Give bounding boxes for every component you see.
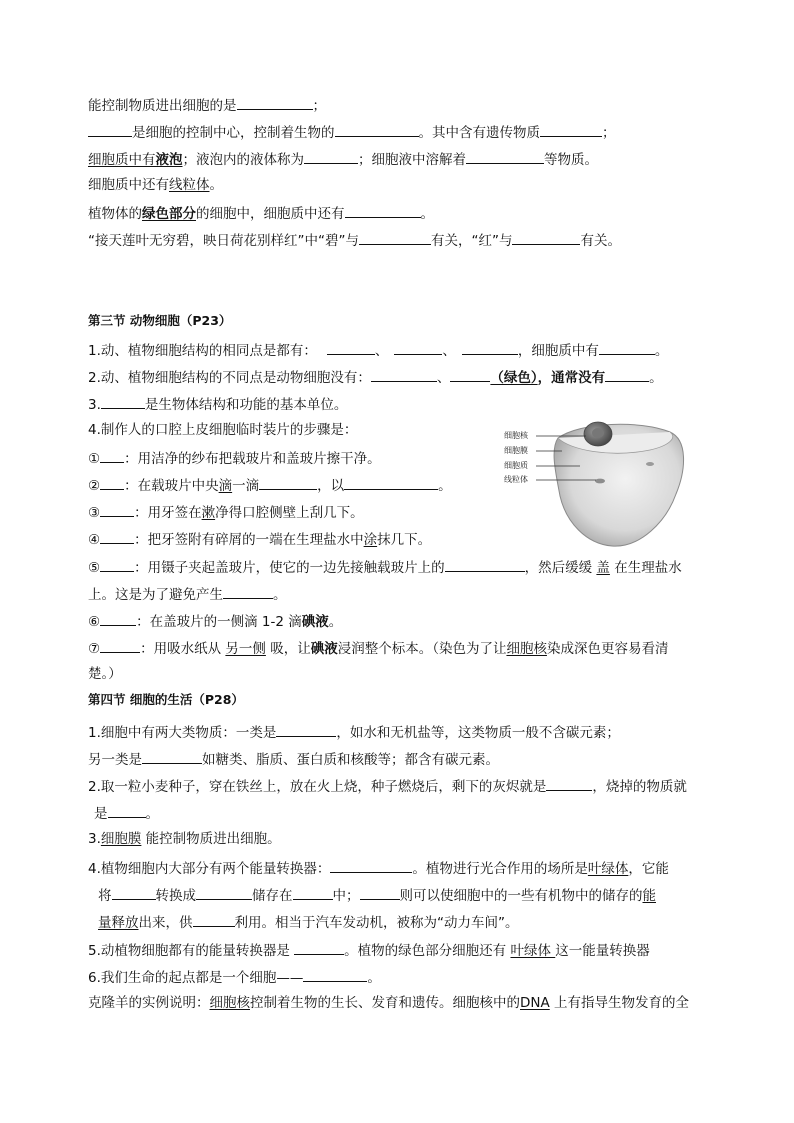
blank[interactable]: [142, 748, 202, 764]
blank[interactable]: [223, 583, 273, 599]
text: ；细胞液中溶解着: [358, 152, 466, 168]
step-6: [88, 610, 342, 632]
question-4: 4.制作人的口腔上皮细胞临时装片的步骤是：: [88, 422, 358, 438]
text: ；: [602, 125, 616, 141]
mitochondrion-shape: [646, 462, 654, 466]
text: 。: [438, 478, 452, 494]
blank[interactable]: [512, 229, 580, 245]
blank[interactable]: [100, 528, 134, 544]
text: 是细胞的控制中心，控制着生物的: [132, 125, 335, 141]
text: 。: [420, 206, 434, 222]
text: 转换成: [155, 888, 196, 904]
blank[interactable]: [327, 339, 375, 355]
step-1: [88, 447, 381, 469]
text: 。: [328, 614, 343, 630]
text: 利用。相当于汽车发动机，被称为“动力车间”。: [234, 915, 519, 931]
text: 、: [436, 370, 451, 386]
text: 5.动植物细胞都有的能量转换器是: [88, 943, 295, 959]
label-mitochondria: 线粒体: [504, 475, 528, 484]
blank[interactable]: [108, 802, 146, 818]
text: ，如水和无机盐等，这类物质一般不含碳元素；: [336, 725, 620, 741]
label-cytoplasm: 细胞质: [504, 461, 528, 470]
blank[interactable]: [88, 121, 132, 137]
text: ，细胞质中有: [517, 343, 599, 359]
point-4-cont: [88, 884, 656, 906]
text: 这一能量转换器: [555, 943, 650, 959]
text: DNA: [520, 995, 550, 1011]
animal-cell-figure: [500, 410, 700, 550]
blank[interactable]: [360, 884, 400, 900]
text: ：在盖玻片的一侧滴 1-2 滴: [136, 614, 302, 630]
text: 浸润整个标本。（染色为了让: [337, 641, 507, 657]
blank[interactable]: [330, 857, 412, 873]
text: 细胞核: [506, 641, 547, 657]
text: ③: [88, 505, 101, 521]
text: 在生理盐水: [609, 560, 682, 576]
mitochondrion-shape: [595, 479, 605, 484]
text: 、: [442, 343, 456, 359]
text: （绿色）: [490, 370, 538, 386]
text: ，然后缓缓: [524, 560, 597, 576]
text: ，以: [317, 478, 345, 494]
blank[interactable]: [294, 939, 344, 955]
text: 细胞质中有: [88, 152, 156, 168]
blank[interactable]: [599, 339, 655, 355]
text: 叶绿体: [510, 943, 556, 959]
line-poem: [88, 229, 621, 251]
text: 。: [209, 177, 223, 193]
blank[interactable]: [466, 148, 544, 164]
blank[interactable]: [100, 556, 134, 572]
text: 释放: [111, 915, 139, 931]
text: 吸，让: [265, 641, 311, 657]
text: 1.动、植物细胞结构的相同点是都有：: [88, 343, 317, 359]
text: 植物体的: [88, 206, 142, 222]
section-heading-cell-life: 第四节 细胞的生活（P28）: [88, 692, 244, 707]
blank[interactable]: [101, 393, 145, 409]
text: 等物质。: [544, 152, 598, 168]
step-7-cont: [88, 664, 122, 684]
step-5-cont: [88, 583, 287, 605]
blank[interactable]: [303, 966, 367, 982]
text: 出来，供: [138, 915, 193, 931]
text: 能控制物质进出细胞。: [141, 831, 281, 847]
text: 能控制物质进出细胞的是: [88, 98, 237, 114]
label-membrane: 细胞膜: [504, 446, 528, 455]
line-vacuole: [88, 148, 598, 170]
text: 抹几下。: [377, 532, 432, 548]
line-green-part: [88, 202, 434, 224]
text: 另一侧: [225, 641, 266, 657]
text: 细胞膜: [100, 831, 142, 847]
point-3: [88, 829, 281, 849]
text: 。: [654, 343, 669, 359]
line-mitochondria: [88, 175, 223, 195]
blank[interactable]: [304, 148, 358, 164]
blank[interactable]: [100, 447, 124, 463]
blank[interactable]: [605, 366, 649, 382]
nucleolus-shape: [592, 428, 604, 438]
text: 2.取一粒小麦种子，穿在铁丝上，放在火上烧，种子燃烧后，剩下的灰烬就是: [88, 779, 547, 795]
text: 楚。）: [88, 666, 122, 682]
blank[interactable]: [293, 884, 333, 900]
text: 绿色部分: [142, 206, 196, 222]
text: 将: [98, 888, 112, 904]
text: ；: [312, 98, 326, 114]
blank[interactable]: [259, 474, 317, 490]
clone-sheep: [88, 993, 689, 1013]
text: 。其中含有遗传物质: [418, 125, 540, 141]
blank[interactable]: [112, 884, 156, 900]
blank[interactable]: [371, 366, 437, 382]
point-4-cont2: [88, 911, 519, 933]
question-2: [88, 366, 663, 388]
text: ，烧掉的物质就: [592, 779, 687, 795]
blank[interactable]: [345, 202, 421, 218]
text: ④: [88, 532, 101, 548]
blank[interactable]: [100, 474, 124, 490]
blank[interactable]: [100, 501, 134, 517]
label-nucleus: 细胞核: [504, 431, 528, 440]
point-1: [88, 721, 620, 743]
text: 上。这是为了避免产生: [88, 587, 223, 603]
blank[interactable]: [344, 474, 438, 490]
text: 控制着生物的生长、发育和遗传。细胞核中的: [250, 995, 520, 1011]
text: “接天莲叶无穷碧，映日荷花别样红”中“碧”与: [88, 233, 359, 249]
text: 则可以使细胞中的一些有机物中的储存的: [399, 888, 643, 904]
blank[interactable]: [335, 121, 419, 137]
text: 有关，“红”与: [430, 233, 513, 249]
text: 的细胞中，细胞质中还有: [196, 206, 345, 222]
text: ⑥: [88, 614, 101, 630]
step-3: [88, 501, 364, 523]
text: 是生物体结构和功能的基本单位。: [144, 397, 348, 413]
blank[interactable]: [445, 556, 525, 572]
point-1-cont: [88, 748, 499, 770]
question-1: [88, 339, 668, 361]
blank[interactable]: [540, 121, 602, 137]
text: 细胞核: [209, 995, 250, 1011]
text: ⑤: [88, 560, 101, 576]
text: ：把牙签附有碎屑的一端在生理盐水中: [134, 532, 364, 548]
text: 。: [145, 806, 159, 822]
line-nucleus: [88, 121, 616, 143]
blank[interactable]: [462, 339, 518, 355]
text: 上有指导生物发育的全: [549, 995, 690, 1011]
text: 有关。: [580, 233, 621, 249]
text: 。: [649, 370, 663, 386]
text: ；液泡内的液体称为: [182, 152, 304, 168]
text: 、: [374, 343, 389, 359]
text: 。植物的绿色部分细胞还有: [344, 943, 511, 959]
text: ，它能: [628, 861, 669, 877]
blank[interactable]: [546, 775, 592, 791]
point-5: [88, 939, 650, 961]
blank[interactable]: [100, 637, 140, 653]
text: ：用吸水纸从: [140, 641, 226, 657]
text: ：用牙签在: [134, 505, 202, 521]
text: ：在载玻片中央: [124, 478, 219, 494]
step-5: [88, 556, 682, 578]
text: 。植物进行光合作用的场所是: [412, 861, 588, 877]
text: 盖: [596, 560, 610, 576]
text: ，通常没有: [537, 370, 606, 386]
text: 6.我们生命的起点都是一个细胞——: [88, 970, 304, 986]
text: 。: [367, 970, 381, 986]
line-membrane: [88, 94, 326, 116]
question-3: [88, 393, 347, 415]
step-7: [88, 637, 668, 659]
blank[interactable]: [276, 721, 336, 737]
text: 1.细胞中有两大类物质：一类是: [88, 725, 277, 741]
text: 克隆羊的实例说明：: [88, 995, 210, 1011]
text: 细胞质中还有: [88, 177, 169, 193]
text: 液泡: [155, 152, 183, 168]
step-4: [88, 528, 431, 550]
text: 叶绿体: [587, 861, 629, 877]
text: 一滴: [232, 478, 260, 494]
text: 染成深色更容易看清: [546, 641, 669, 657]
text: 净得口腔侧壁上刮几下。: [215, 505, 364, 521]
text: 储存在: [252, 888, 293, 904]
blank[interactable]: [237, 94, 313, 110]
text: ⑦: [88, 641, 101, 657]
text: 能: [642, 888, 656, 904]
blank[interactable]: [196, 884, 252, 900]
text: 。: [273, 587, 287, 603]
text: ：用镊子夹起盖玻片，使它的一边先接触载玻片上的: [134, 560, 445, 576]
section-heading-animal-cell: 第三节 动物细胞（P23）: [88, 313, 232, 328]
text: ：用洁净的纱布把载玻片和盖玻片擦干净。: [124, 451, 381, 467]
text: 碘液: [310, 641, 338, 657]
blank[interactable]: [193, 911, 235, 927]
text: 量: [98, 915, 112, 931]
text: 涂: [363, 532, 378, 548]
text: 滴: [218, 478, 233, 494]
blank[interactable]: [450, 366, 490, 382]
blank[interactable]: [359, 229, 431, 245]
text: 3.: [88, 397, 101, 413]
text: ①: [88, 451, 101, 467]
point-6: [88, 966, 381, 988]
step-2: [88, 474, 452, 496]
text: 另一类是: [88, 752, 142, 768]
point-4: [88, 857, 669, 879]
text: 漱: [201, 505, 216, 521]
text: 碘液: [301, 614, 329, 630]
blank[interactable]: [394, 339, 442, 355]
text: 中；: [332, 888, 360, 904]
point-2: [88, 775, 687, 797]
point-2-cont: [88, 802, 159, 824]
blank[interactable]: [100, 610, 136, 626]
text: 2.动、植物细胞结构的不同点是动物细胞没有：: [88, 370, 371, 386]
text: 线粒体: [169, 177, 210, 193]
text: ②: [88, 478, 101, 494]
text: 是: [94, 806, 108, 822]
text: 如糖类、脂质、蛋白质和核酸等；都含有碳元素。: [202, 752, 499, 768]
text: 3.: [88, 831, 101, 847]
text: 4.植物细胞内大部分有两个能量转换器：: [88, 861, 331, 877]
